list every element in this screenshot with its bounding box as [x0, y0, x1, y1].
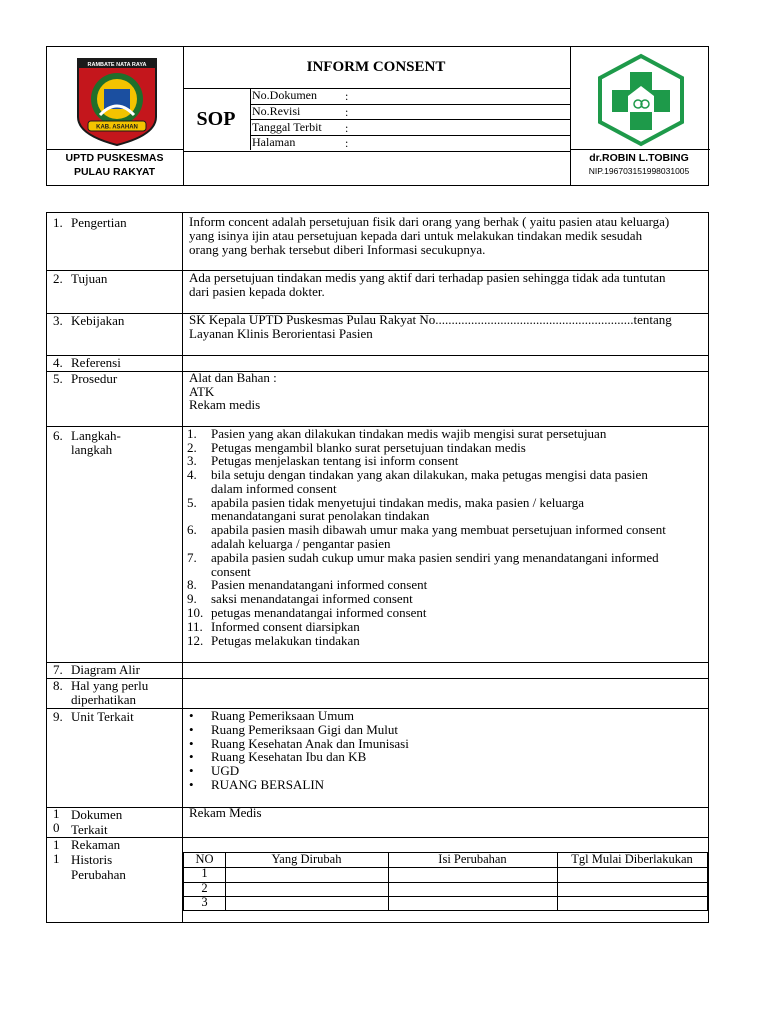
- bullet-icon: •: [189, 708, 194, 723]
- step-number: 12.: [187, 633, 204, 648]
- org-name-line2: PULAU RAKYAT: [73, 166, 156, 178]
- prosedur-text: Alat dan Bahan :: [189, 370, 277, 385]
- header-divider: [47, 149, 183, 150]
- meta-revision-label: No.Revisi: [252, 104, 301, 118]
- header-divider: [183, 151, 570, 152]
- step-text: saksi menandatangai informed consent: [211, 591, 413, 606]
- step-text: Petugas menjelaskan tentang isi inform consent: [211, 453, 459, 468]
- section-number: 5.: [53, 371, 63, 386]
- unit-item: RUANG BERSALIN: [211, 777, 325, 792]
- step-number: 6.: [187, 522, 197, 537]
- meta-colon: :: [345, 121, 349, 135]
- section-label-tujuan: Tujuan: [71, 271, 108, 286]
- step-number: 5.: [187, 495, 197, 510]
- rev-row-number: 2: [201, 881, 208, 895]
- sop-label: SOP: [196, 108, 236, 130]
- step-text: apabila pasien tidak menyetujui tindakan medis, maka pasien / keluarga: [211, 495, 585, 510]
- unit-item: Ruang Kesehatan Ibu dan KB: [211, 749, 367, 764]
- column-divider: [182, 213, 183, 922]
- section-number: 3.: [53, 313, 63, 328]
- unit-item: Ruang Kesehatan Anak dan Imunisasi: [211, 736, 409, 751]
- section-number: 1.: [53, 215, 63, 230]
- prosedur-text: Rekam medis: [189, 397, 261, 412]
- meta-colon: :: [345, 136, 349, 150]
- section-label-unit-terkait: Unit Terkait: [71, 709, 134, 724]
- pengertian-text: yang isinya ijin atau persetujuan kepada dari untuk melakukan tindakan medik sesudah: [189, 228, 643, 243]
- section-number: 2.: [53, 271, 63, 286]
- section-number: 1: [53, 837, 60, 852]
- section-label-langkah: Langkah-: [71, 428, 121, 443]
- rev-header-changed: Yang Dirubah: [271, 852, 342, 866]
- section-label-pengertian: Pengertian: [71, 215, 127, 230]
- step-text: Pasien yang akan dilakukan tindakan medis wajib mengisi surat persetujuan: [211, 426, 607, 441]
- header-divider: [183, 88, 570, 89]
- section-label-dokumen-terkait: Dokumen: [71, 807, 123, 822]
- meta-issue-date-label: Tanggal Terbit: [252, 120, 322, 134]
- rev-row-number: 3: [201, 895, 208, 909]
- step-text: adalah keluarga / pengantar pasien: [211, 536, 391, 551]
- meta-page-label: Halaman: [252, 135, 296, 149]
- bullet-icon: •: [189, 749, 194, 764]
- step-text: Pasien menandatangani informed consent: [211, 577, 428, 592]
- logo-ribbon-text: KAB. ASAHAN: [96, 124, 138, 131]
- section-label-prosedur: Prosedur: [71, 371, 118, 386]
- row-divider: [47, 371, 708, 372]
- meta-doc-number-label: No.Dokumen: [252, 88, 317, 102]
- row-divider: [47, 662, 708, 663]
- section-number: 8.: [53, 678, 63, 693]
- section-label-hal-perlu: Hal yang perlu: [71, 678, 149, 693]
- tujuan-text: Ada persetujuan tindakan medis yang aktif dari terhadap pasien sehingga tidak ada tuntutan: [189, 270, 666, 285]
- tujuan-text: dari pasien kepada dokter.: [189, 284, 325, 299]
- pengertian-text: orang yang berhak tersebut diberi Informasi secukupnya.: [189, 242, 486, 257]
- step-text: Petugas mengambil blanko surat persetujuan tindakan medis: [211, 440, 526, 455]
- bullet-icon: •: [189, 777, 194, 792]
- head-nip: NIP.196703151998031005: [588, 166, 690, 176]
- section-label-referensi: Referensi: [71, 355, 121, 370]
- rev-row-divider: [184, 867, 707, 868]
- pengertian-text: Inform concent adalah persetujuan fisik dari orang yang berhak ( yaitu pasien atau keluarga): [189, 214, 670, 229]
- section-number: 1: [53, 806, 60, 821]
- step-text: menandatangani surat penolakan tindakan: [211, 508, 430, 523]
- rev-header-content: Isi Perubahan: [438, 852, 507, 866]
- step-number: 10.: [187, 605, 204, 620]
- meta-colon: :: [345, 89, 349, 103]
- rev-row-divider: [184, 882, 707, 883]
- row-divider: [47, 355, 708, 356]
- step-number: 3.: [187, 453, 197, 468]
- rev-row-divider: [184, 896, 707, 897]
- header-divider: [570, 47, 571, 185]
- head-name: dr.ROBIN L.TOBING: [589, 152, 689, 164]
- bullet-icon: •: [189, 736, 194, 751]
- step-text: apabila pasien masih dibawah umur maka yang membuat persetujuan informed consent: [211, 522, 666, 537]
- section-label-rekaman-historis: Historis: [71, 852, 113, 867]
- bullet-icon: •: [189, 722, 194, 737]
- document-title: INFORM CONSENT: [306, 59, 446, 75]
- step-text: apabila pasien sudah cukup umur maka pasien sendiri yang menandatangani informed: [211, 550, 659, 565]
- step-number: 11.: [187, 619, 203, 634]
- section-label-rekaman-historis: Rekaman: [71, 837, 121, 852]
- step-number: 4.: [187, 467, 197, 482]
- section-label-kebijakan: Kebijakan: [71, 313, 125, 328]
- unit-item: Ruang Pemeriksaan Umum: [211, 708, 354, 723]
- section-label-hal-perlu: diperhatikan: [71, 692, 136, 707]
- dokumen-terkait-text: Rekam Medis: [189, 805, 262, 820]
- step-text: dalam informed consent: [211, 481, 337, 496]
- section-label-langkah: langkah: [71, 442, 113, 457]
- section-number: 1: [53, 851, 60, 866]
- rev-row-number: 1: [201, 866, 208, 880]
- bullet-icon: •: [189, 763, 194, 778]
- unit-item: UGD: [211, 763, 240, 778]
- regency-logo: [74, 55, 160, 147]
- section-label-diagram-alir: Diagram Alir: [71, 662, 140, 677]
- org-name-line1: UPTD PUSKESMAS: [65, 152, 164, 164]
- kebijakan-text: SK Kepala UPTD Puskesmas Pulau Rakyat No.............................................................tentang: [189, 312, 672, 327]
- section-number: 7.: [53, 662, 63, 677]
- section-number: 0: [53, 820, 60, 835]
- step-number: 8.: [187, 577, 197, 592]
- rev-header-effective-date: Tgl Mulai Diberlakukan: [571, 852, 693, 866]
- step-number: 1.: [187, 426, 197, 441]
- prosedur-text: ATK: [189, 384, 215, 399]
- step-text: Petugas melakukan tindakan: [211, 633, 360, 648]
- row-divider: [47, 708, 708, 709]
- row-divider: [47, 807, 708, 808]
- logo-banner-text: RAMBATE NATA RAYA: [87, 62, 147, 68]
- meta-divider: [250, 135, 570, 136]
- section-number: 4.: [53, 355, 63, 370]
- section-number: 6.: [53, 428, 63, 443]
- puskesmas-logo: [594, 52, 688, 148]
- meta-colon: :: [345, 105, 349, 119]
- step-number: 7.: [187, 550, 197, 565]
- header-divider: [570, 149, 710, 150]
- step-text: bila setuju dengan tindakan yang akan dilakukan, maka petugas mengisi data pasien: [211, 467, 648, 482]
- row-divider: [47, 837, 708, 838]
- step-number: 9.: [187, 591, 197, 606]
- unit-item: Ruang Pemeriksaan Gigi dan Mulut: [211, 722, 399, 737]
- kebijakan-text: Layanan Klinis Berorientasi Pasien: [189, 326, 373, 341]
- step-number: 2.: [187, 440, 197, 455]
- section-label-rekaman-historis: Perubahan: [71, 867, 126, 882]
- rev-header-no: NO: [195, 852, 214, 866]
- step-text: petugas menandatangai informed consent: [211, 605, 427, 620]
- section-label-dokumen-terkait: Terkait: [71, 822, 108, 837]
- step-text: consent: [211, 564, 251, 579]
- step-text: Informed consent diarsipkan: [211, 619, 360, 634]
- section-number: 9.: [53, 709, 63, 724]
